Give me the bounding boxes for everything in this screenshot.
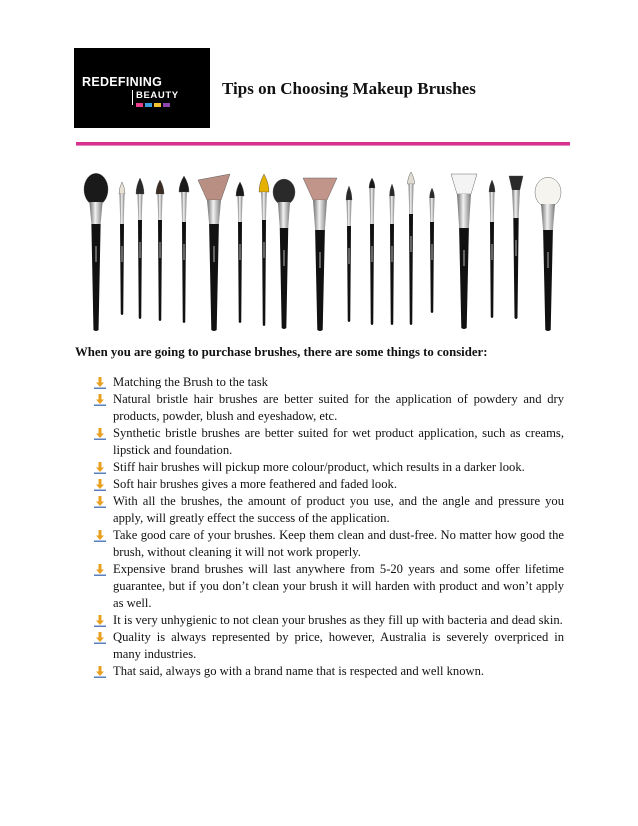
brush-icon	[390, 184, 395, 325]
tip-text: With all the brushes, the amount of product you use, and the angle and pressure you apply, will greatly effect the success of the application.	[113, 494, 564, 525]
redefining-beauty-logo	[74, 48, 210, 128]
brush-icon	[236, 182, 244, 323]
tip-text: It is very unhygienic to not clean your brushes as they fill up with bacteria and dead skin.	[113, 613, 563, 627]
brush-icon	[509, 176, 523, 319]
tip-item	[92, 612, 564, 629]
tip-item	[92, 425, 564, 459]
brush-icon	[84, 173, 108, 331]
logo-square	[154, 103, 161, 107]
brush-icon	[179, 176, 189, 323]
brush-set-icon	[84, 172, 561, 331]
tip-text: Soft hair brushes gives a more feathered and faded look.	[113, 477, 397, 491]
brush-icon	[430, 188, 435, 313]
tip-text: Synthetic bristle brushes are better suited for wet product application, such as creams, lipstick and foundation.	[113, 426, 564, 457]
logo-divider	[132, 90, 133, 105]
brush-icon	[119, 182, 125, 315]
arrow-down-bullet-icon	[94, 479, 106, 491]
header-divider	[76, 142, 570, 146]
tip-text: Expensive brand brushes will last anywhere from 5-20 years and some offer lifetime guarantee, but if you don’t clean your brush it will harden with product and won’t apply as well.	[113, 562, 564, 610]
tip-item	[92, 561, 564, 612]
brush-icon	[136, 178, 144, 319]
tip-item	[92, 476, 564, 493]
tips-list	[92, 374, 564, 680]
arrow-down-bullet-icon	[94, 632, 106, 644]
brush-icon	[273, 179, 295, 329]
arrow-down-bullet-icon	[94, 615, 106, 627]
tip-text: Quality is always represented by price, however, Australia is severely overpriced in many industries.	[113, 630, 564, 661]
tip-item	[92, 527, 564, 561]
arrow-down-bullet-icon	[94, 564, 106, 576]
arrow-down-bullet-icon	[94, 530, 106, 542]
page-title: Tips on Choosing Makeup Brushes	[222, 79, 476, 98]
tip-item	[92, 459, 564, 476]
brush-icon	[451, 174, 477, 329]
logo-square	[145, 103, 152, 107]
logo-word-redefining: REDEFINING	[82, 75, 163, 89]
brush-icon	[408, 172, 415, 325]
logo-square	[163, 103, 170, 107]
brush-icon	[489, 180, 495, 318]
tip-text: Stiff hair brushes will pickup more colour/product, which results in a darker look.	[113, 460, 525, 474]
brush-icon	[369, 178, 375, 325]
brush-icon	[156, 180, 164, 321]
arrow-down-bullet-icon	[94, 496, 106, 508]
arrow-down-bullet-icon	[94, 377, 106, 389]
arrow-down-bullet-icon	[94, 462, 106, 474]
logo-square	[136, 103, 143, 107]
tip-text: That said, always go with a brand name that is respected and well known.	[113, 664, 485, 678]
arrow-down-bullet-icon	[94, 394, 106, 406]
brush-icon	[535, 177, 561, 331]
arrow-down-bullet-icon	[94, 666, 106, 678]
brush-icon	[259, 174, 269, 326]
tip-item	[92, 493, 564, 527]
tip-text: Natural bristle hair brushes are better suited for the application of powdery and dry products, powder, blush and eyeshadow, etc.	[113, 392, 564, 423]
tip-item	[92, 374, 564, 391]
tip-text: Take good care of your brushes. Keep them clean and dust-free. No matter how good the brush, without cleaning it will not work properly.	[113, 528, 564, 559]
brush-icon	[346, 186, 352, 322]
logo-color-squares	[136, 103, 170, 107]
makeup-brushes-photo	[74, 162, 574, 332]
logo-word-beauty: BEAUTY	[136, 90, 179, 101]
brush-icon	[303, 178, 337, 331]
tip-text: Matching the Brush to the task	[113, 375, 268, 389]
tip-item	[92, 629, 564, 663]
intro-text: When you are going to purchase brushes, there are some things to consider:	[75, 345, 488, 359]
arrow-down-bullet-icon	[94, 428, 106, 440]
tip-item	[92, 391, 564, 425]
tip-item	[92, 663, 564, 680]
brush-icon	[198, 174, 230, 331]
